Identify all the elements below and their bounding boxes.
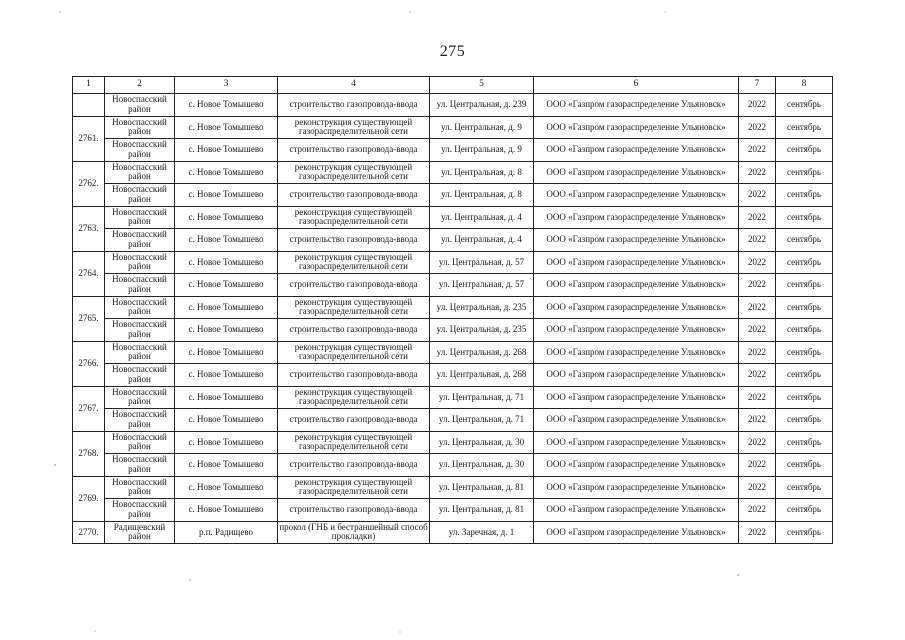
address-cell: ул. Центральная, д. 235 [430,296,534,319]
district-cell: Новоспасский район [105,296,175,319]
work-type-cell: реконструкция существующей газораспределительной сети [278,206,430,229]
settlement-cell: с. Новое Томышево [175,454,278,477]
table-row [73,319,833,342]
address-cell: ул. Центральная, д. 71 [430,386,534,409]
district-cell: Новоспасский район [105,499,175,522]
address-cell: ул. Центральная, д. 57 [430,251,534,274]
settlement-cell: с. Новое Томышево [175,229,278,252]
contractor-cell: ООО «Газпром газораспределение Ульяновск» [534,319,739,342]
month-cell: сентябрь [776,139,833,162]
settlement-cell: с. Новое Томышево [175,251,278,274]
row-number-cell: 2768. [73,431,105,476]
address-cell: ул. Заречная, д. 1 [430,521,534,544]
month-cell: сентябрь [776,386,833,409]
table-row [73,251,833,274]
year-cell: 2022 [739,409,776,432]
column-header-2: 2 [105,77,175,94]
address-cell: ул. Центральная, д. 8 [430,184,534,207]
work-type-cell: реконструкция существующей газораспределительной сети [278,386,430,409]
settlement-cell: с. Новое Томышево [175,431,278,454]
year-cell: 2022 [739,161,776,184]
address-cell: ул. Центральная, д. 235 [430,319,534,342]
contractor-cell: ООО «Газпром газораспределение Ульяновск» [534,386,739,409]
row-number-cell: 2764. [73,251,105,296]
district-cell: Новоспасский район [105,386,175,409]
work-type-cell: реконструкция существующей газораспределительной сети [278,116,430,139]
work-type-cell: строительство газопровода-ввода [278,454,430,477]
month-cell: сентябрь [776,431,833,454]
district-cell: Новоспасский район [105,116,175,139]
row-number-cell: 2766. [73,341,105,386]
page-number: 275 [439,43,466,60]
address-cell: ул. Центральная, д. 30 [430,454,534,477]
contractor-cell: ООО «Газпром газораспределение Ульяновск» [534,229,739,252]
table-row [73,229,833,252]
district-cell: Новоспасский район [105,409,175,432]
settlement-cell: с. Новое Томышево [175,499,278,522]
district-cell: Новоспасский район [105,251,175,274]
contractor-cell: ООО «Газпром газораспределение Ульяновск» [534,521,739,544]
header-row [73,77,833,94]
contractor-cell: ООО «Газпром газораспределение Ульяновск» [534,409,739,432]
month-cell: сентябрь [776,476,833,499]
table-row [73,296,833,319]
month-cell: сентябрь [776,94,833,117]
address-cell: ул. Центральная, д. 8 [430,161,534,184]
settlement-cell: с. Новое Томышево [175,184,278,207]
table-row [73,274,833,297]
table-row [73,184,833,207]
month-cell: сентябрь [776,521,833,544]
column-header-4: 4 [278,77,430,94]
table-row [73,476,833,499]
table-body [73,94,833,544]
year-cell: 2022 [739,476,776,499]
year-cell: 2022 [739,341,776,364]
contractor-cell: ООО «Газпром газораспределение Ульяновск» [534,184,739,207]
district-cell: Новоспасский район [105,476,175,499]
address-cell: ул. Центральная, д. 57 [430,274,534,297]
month-cell: сентябрь [776,319,833,342]
district-cell: Радищевский район [105,521,175,544]
settlement-cell: с. Новое Томышево [175,139,278,162]
month-cell: сентябрь [776,296,833,319]
row-number-cell: 2763. [73,206,105,251]
settlement-cell: с. Новое Томышево [175,364,278,387]
work-type-cell: строительство газопровода-ввода [278,229,430,252]
table-row [73,521,833,544]
settlement-cell: с. Новое Томышево [175,409,278,432]
address-cell: ул. Центральная, д. 9 [430,116,534,139]
district-cell: Новоспасский район [105,274,175,297]
contractor-cell: ООО «Газпром газораспределение Ульяновск» [534,161,739,184]
district-cell: Новоспасский район [105,431,175,454]
address-cell: ул. Центральная, д. 4 [430,206,534,229]
column-header-3: 3 [175,77,278,94]
contractor-cell: ООО «Газпром газораспределение Ульяновск» [534,431,739,454]
table-row [73,364,833,387]
works-table [72,76,833,544]
month-cell: сентябрь [776,116,833,139]
row-number-cell: 2767. [73,386,105,431]
settlement-cell: с. Новое Томышево [175,94,278,117]
contractor-cell: ООО «Газпром газораспределение Ульяновск» [534,364,739,387]
year-cell: 2022 [739,454,776,477]
district-cell: Новоспасский район [105,364,175,387]
district-cell: Новоспасский район [105,229,175,252]
district-cell: Новоспасский район [105,341,175,364]
contractor-cell: ООО «Газпром газораспределение Ульяновск» [534,116,739,139]
settlement-cell: с. Новое Томышево [175,161,278,184]
district-cell: Новоспасский район [105,206,175,229]
contractor-cell: ООО «Газпром газораспределение Ульяновск» [534,499,739,522]
year-cell: 2022 [739,139,776,162]
address-cell: ул. Центральная, д. 239 [430,94,534,117]
address-cell: ул. Центральная, д. 268 [430,364,534,387]
work-type-cell: строительство газопровода-ввода [278,184,430,207]
row-number-cell: 2762. [73,161,105,206]
contractor-cell: ООО «Газпром газораспределение Ульяновск» [534,139,739,162]
settlement-cell: р.п. Радищево [175,521,278,544]
contractor-cell: ООО «Газпром газораспределение Ульяновск» [534,341,739,364]
table-row [73,386,833,409]
address-cell: ул. Центральная, д. 9 [430,139,534,162]
year-cell: 2022 [739,94,776,117]
work-type-cell: строительство газопровода-ввода [278,409,430,432]
row-number-cell: 2761. [73,116,105,161]
contractor-cell: ООО «Газпром газораспределение Ульяновск» [534,296,739,319]
year-cell: 2022 [739,274,776,297]
month-cell: сентябрь [776,184,833,207]
year-cell: 2022 [739,386,776,409]
address-cell: ул. Центральная, д. 268 [430,341,534,364]
row-number-cell: 2769. [73,476,105,521]
month-cell: сентябрь [776,364,833,387]
year-cell: 2022 [739,116,776,139]
column-header-5: 5 [430,77,534,94]
table-row [73,409,833,432]
table-row [73,431,833,454]
table-row [73,116,833,139]
table-row [73,341,833,364]
work-type-cell: строительство газопровода-ввода [278,94,430,117]
settlement-cell: с. Новое Томышево [175,476,278,499]
settlement-cell: с. Новое Томышево [175,319,278,342]
month-cell: сентябрь [776,341,833,364]
row-number-cell [73,94,105,117]
address-cell: ул. Центральная, д. 81 [430,476,534,499]
year-cell: 2022 [739,251,776,274]
work-type-cell: строительство газопровода-ввода [278,319,430,342]
address-cell: ул. Центральная, д. 81 [430,499,534,522]
district-cell: Новоспасский район [105,319,175,342]
work-type-cell: реконструкция существующей газораспределительной сети [278,251,430,274]
row-number-cell: 2765. [73,296,105,341]
address-cell: ул. Центральная, д. 4 [430,229,534,252]
contractor-cell: ООО «Газпром газораспределение Ульяновск» [534,476,739,499]
district-cell: Новоспасский район [105,94,175,117]
year-cell: 2022 [739,364,776,387]
row-number-cell: 2770. [73,521,105,544]
column-header-8: 8 [776,77,833,94]
month-cell: сентябрь [776,251,833,274]
settlement-cell: с. Новое Томышево [175,116,278,139]
address-cell: ул. Центральная, д. 30 [430,431,534,454]
table-row [73,499,833,522]
work-type-cell: реконструкция существующей газораспределительной сети [278,296,430,319]
district-cell: Новоспасский район [105,161,175,184]
year-cell: 2022 [739,296,776,319]
month-cell: сентябрь [776,274,833,297]
district-cell: Новоспасский район [105,184,175,207]
year-cell: 2022 [739,184,776,207]
settlement-cell: с. Новое Томышево [175,274,278,297]
address-cell: ул. Центральная, д. 71 [430,409,534,432]
district-cell: Новоспасский район [105,454,175,477]
table-row [73,139,833,162]
settlement-cell: с. Новое Томышево [175,206,278,229]
contractor-cell: ООО «Газпром газораспределение Ульяновск» [534,454,739,477]
work-type-cell: прокол (ГНБ и бестраншейный способ прокладки) [278,521,430,544]
year-cell: 2022 [739,521,776,544]
settlement-cell: с. Новое Томышево [175,296,278,319]
table-row [73,206,833,229]
work-type-cell: реконструкция существующей газораспределительной сети [278,431,430,454]
work-type-cell: реконструкция существующей газораспределительной сети [278,476,430,499]
month-cell: сентябрь [776,161,833,184]
month-cell: сентябрь [776,499,833,522]
column-header-6: 6 [534,77,739,94]
table-row [73,94,833,117]
table-row [73,161,833,184]
district-cell: Новоспасский район [105,139,175,162]
work-type-cell: строительство газопровода-ввода [278,139,430,162]
contractor-cell: ООО «Газпром газораспределение Ульяновск» [534,251,739,274]
year-cell: 2022 [739,431,776,454]
work-type-cell: строительство газопровода-ввода [278,499,430,522]
table-header [73,77,833,94]
work-type-cell: строительство газопровода-ввода [278,274,430,297]
contractor-cell: ООО «Газпром газораспределение Ульяновск» [534,94,739,117]
work-type-cell: реконструкция существующей газораспределительной сети [278,161,430,184]
year-cell: 2022 [739,499,776,522]
column-header-7: 7 [739,77,776,94]
work-type-cell: строительство газопровода-ввода [278,364,430,387]
table-row [73,454,833,477]
month-cell: сентябрь [776,206,833,229]
settlement-cell: с. Новое Томышево [175,341,278,364]
month-cell: сентябрь [776,409,833,432]
column-header-1: 1 [73,77,105,94]
work-type-cell: реконструкция существующей газораспределительной сети [278,341,430,364]
year-cell: 2022 [739,206,776,229]
month-cell: сентябрь [776,229,833,252]
contractor-cell: ООО «Газпром газораспределение Ульяновск» [534,206,739,229]
year-cell: 2022 [739,319,776,342]
month-cell: сентябрь [776,454,833,477]
year-cell: 2022 [739,229,776,252]
contractor-cell: ООО «Газпром газораспределение Ульяновск» [534,274,739,297]
settlement-cell: с. Новое Томышево [175,386,278,409]
